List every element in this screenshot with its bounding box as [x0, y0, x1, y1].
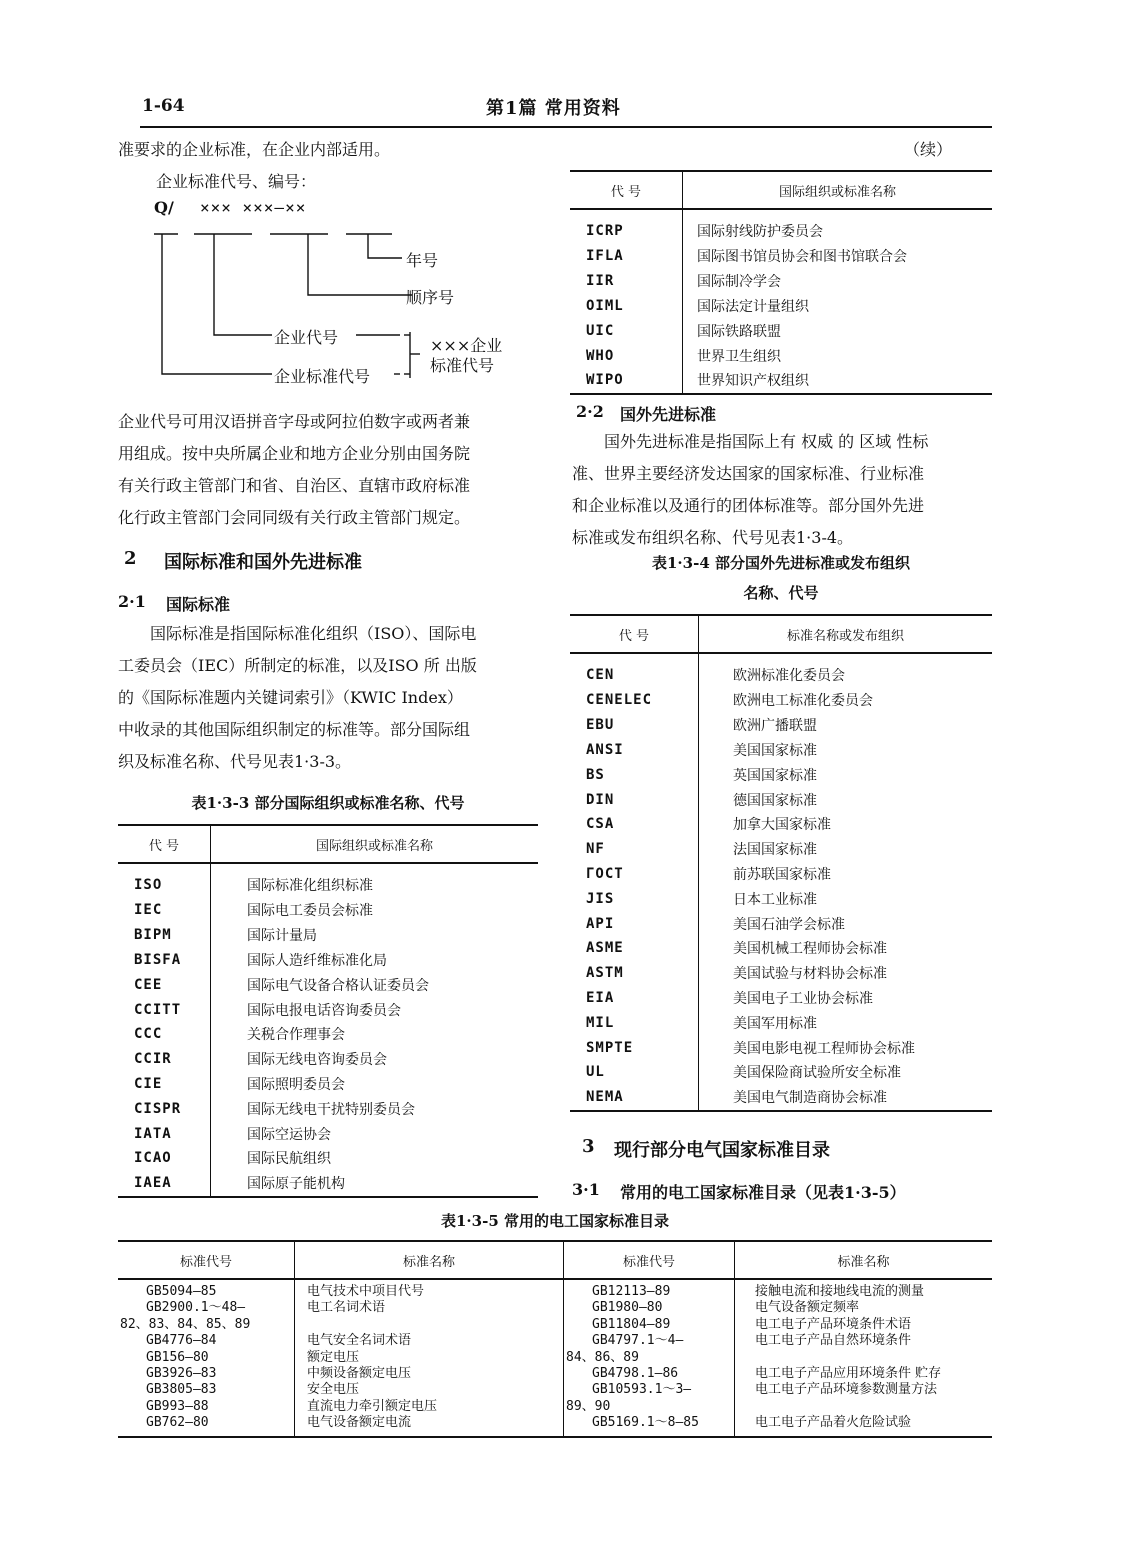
name-cell: 美国军用标准	[733, 1015, 817, 1032]
table-row	[118, 1279, 992, 1436]
code-cell: CSA	[570, 812, 699, 837]
table-row	[570, 961, 992, 986]
paragraph-line: 中收录的其他国际组织制定的标准等。部分国际组	[118, 720, 471, 739]
code-line: 84、86、89	[566, 1349, 639, 1365]
table133-caption: 表1·3-3 部分国际组织或标准名称、代号	[191, 794, 465, 812]
code-line: GB4797.1～4—	[592, 1333, 684, 1349]
paragraph-line: 国外先进标准是指国际上有 权威 的 区域 性标	[604, 432, 929, 451]
name-cell: 美国机械工程师协会标准	[733, 941, 887, 958]
code-cell: IATA	[118, 1121, 211, 1146]
table-row	[570, 1085, 992, 1110]
left-top-line: 准要求的企业标准，在企业内部适用。	[118, 140, 391, 159]
name-cell: 美国电子工业协会标准	[733, 990, 873, 1007]
code-cell: CCC	[118, 1022, 211, 1047]
name-cell: 关税合作理事会	[247, 1027, 345, 1044]
name-cell: 国际计量局	[247, 928, 317, 945]
brace-text-line1: ×××企业	[430, 336, 503, 355]
table-row	[118, 898, 538, 923]
code-cell: UL	[570, 1060, 699, 1085]
name-cell: 国际射线防护委员会	[697, 224, 823, 240]
code-line: GB3805—83	[146, 1382, 217, 1398]
code-cell: EIA	[570, 986, 699, 1011]
code-cell: ASME	[570, 936, 699, 961]
name-line: 安全电压	[307, 1382, 360, 1398]
section22-number: 2·2	[576, 402, 604, 421]
name-cell: 国际无线电咨询委员会	[247, 1052, 387, 1069]
label-company-code: 企业代号	[274, 328, 339, 347]
code-cell: IAEA	[118, 1171, 211, 1196]
table-row	[570, 738, 992, 763]
code-line: GB2900.1～48—	[146, 1300, 246, 1316]
code-line: GB11804—89	[592, 1316, 671, 1332]
code-cell: NF	[570, 837, 699, 862]
code-cell: ANSI	[570, 738, 699, 763]
section31-number: 3·1	[572, 1180, 600, 1199]
table-row	[570, 653, 992, 688]
table133c-header-code: 代 号	[570, 172, 683, 209]
label-company-std-code: 企业标准代号	[274, 367, 371, 386]
table-row	[570, 911, 992, 936]
table135-header-code-right: 标准代号	[564, 1242, 735, 1279]
name-cell: 美国保险商试验所安全标准	[733, 1065, 901, 1082]
section31-heading: 常用的电工国家标准目录（见表1·3-5）	[620, 1183, 906, 1202]
code-line: GB1980—80	[592, 1300, 663, 1316]
table134	[570, 614, 992, 1112]
table135-header-name-left: 标准名称	[295, 1242, 564, 1279]
name-cell: 国际法定计量组织	[697, 298, 809, 315]
code-cell: WHO	[570, 343, 683, 368]
table-row	[570, 936, 992, 961]
table-row	[118, 997, 538, 1022]
name-line	[747, 1350, 988, 1366]
name-cell: 美国电影电视工程师协会标准	[733, 1040, 915, 1057]
code-cell: MIL	[570, 1010, 699, 1035]
name-line: 电工电子产品着火危险试验	[755, 1415, 912, 1431]
table133c-header-name: 国际组织或标准名称	[683, 172, 993, 209]
code-cell: IFLA	[570, 244, 683, 269]
left-names-cell	[295, 1279, 564, 1436]
paragraph-line: 国际标准是指国际标准化组织（ISO）、国际电	[150, 624, 477, 643]
paragraph-line: 用组成。按中央所属企业和地方企业分别由国务院	[118, 444, 471, 463]
table-row	[570, 862, 992, 887]
name-cell: 美国石油学会标准	[733, 916, 845, 933]
name-line	[747, 1399, 988, 1415]
label-year: 年号	[406, 251, 439, 270]
code-cell: CIE	[118, 1072, 211, 1097]
international-std-paragraph	[118, 618, 544, 778]
name-line: 额定电压	[307, 1349, 360, 1365]
code-cell: ICAO	[118, 1146, 211, 1171]
name-line: 接触电流和接地线电流的测量	[755, 1284, 925, 1299]
code-line: GB12113—89	[592, 1284, 671, 1299]
table-row	[570, 368, 992, 393]
code-line: 82、83、84、85、89	[120, 1316, 251, 1332]
table-row	[570, 209, 992, 244]
code-prefix: Q/	[154, 198, 174, 217]
table135-header-name-right: 标准名称	[735, 1242, 993, 1279]
code-cell: IEC	[118, 898, 211, 923]
table-row	[118, 863, 538, 898]
table-row	[118, 1146, 538, 1171]
name-line: 电工电子产品自然环境条件	[755, 1333, 912, 1349]
table-row	[570, 244, 992, 269]
right-codes-cell	[564, 1279, 735, 1436]
code-cell: CEE	[118, 972, 211, 997]
name-cell: 美国试验与材料协会标准	[733, 966, 887, 983]
name-cell: 加拿大国家标准	[733, 817, 831, 834]
paragraph-line: 的《国际标准题内关键词索引》（KWIC Index）	[118, 688, 463, 707]
code-cell: ASTM	[570, 961, 699, 986]
brace-text	[430, 336, 502, 376]
table-row	[570, 762, 992, 787]
paragraph-line: 工委员会（IEC）所制定的标准，以及ISO 所 出版	[118, 656, 477, 675]
table133-header-name: 国际组织或标准名称	[211, 826, 539, 863]
table-row	[570, 318, 992, 343]
code-cell: ГОСТ	[570, 862, 699, 887]
table134-caption-line2: 名称、代号	[743, 584, 819, 602]
section21-heading: 国际标准	[166, 595, 231, 614]
name-cell: 国际原子能机构	[247, 1176, 345, 1193]
section2-number: 2	[124, 548, 137, 569]
code-cell: SMPTE	[570, 1035, 699, 1060]
code-cell: BISFA	[118, 948, 211, 973]
foreign-std-paragraph	[572, 426, 996, 554]
table-row	[570, 1035, 992, 1060]
code-cell: BS	[570, 762, 699, 787]
code-line: GB993—88	[146, 1398, 209, 1414]
table-row	[118, 1047, 538, 1072]
name-cell: 国际民航组织	[247, 1151, 331, 1168]
code-structure-diagram	[148, 196, 548, 396]
code-cell: CEN	[570, 653, 699, 688]
table-row	[570, 1010, 992, 1035]
label-sequence: 顺序号	[406, 288, 455, 307]
name-cell: 国际标准化组织标准	[247, 878, 373, 894]
section3-number: 3	[582, 1136, 595, 1157]
table-row	[118, 923, 538, 948]
table133-header-code: 代 号	[118, 826, 211, 863]
name-cell: 英国国家标准	[733, 767, 817, 784]
name-line: 电工电子产品环境参数测量方法	[755, 1382, 938, 1398]
table-row	[570, 812, 992, 837]
company-code-paragraph	[118, 406, 544, 534]
table133-continued	[570, 170, 992, 395]
paragraph-line: 和企业标准以及通行的团体标准等。部分国外先进	[572, 496, 925, 515]
section22-heading: 国外先进标准	[620, 405, 717, 424]
name-cell: 美国国家标准	[733, 742, 817, 759]
paragraph-line: 标准或发布组织名称、代号见表1·3-4。	[572, 528, 854, 547]
name-cell: 国际制冷学会	[697, 274, 781, 291]
table135-caption: 表1·3-5 常用的电工国家标准目录	[441, 1212, 669, 1230]
name-cell: 美国电气制造商协会标准	[733, 1090, 887, 1107]
name-cell: 国际人造纤维标准化局	[247, 952, 387, 969]
code-cell: CCITT	[118, 997, 211, 1022]
name-cell: 欧洲广播联盟	[733, 718, 817, 735]
code-cell: ISO	[118, 863, 211, 898]
name-cell: 世界卫生组织	[697, 348, 781, 365]
code-cell: UIC	[570, 318, 683, 343]
name-cell: 国际电气设备合格认证委员会	[247, 977, 429, 994]
name-cell: 国际电报电话咨询委员会	[247, 1002, 401, 1019]
code-cell: CISPR	[118, 1096, 211, 1121]
table-row	[570, 269, 992, 294]
code-cell: ICRP	[570, 209, 683, 244]
table-row	[118, 1096, 538, 1121]
code-line: GB156—80	[146, 1349, 209, 1365]
name-cell: 德国国家标准	[733, 792, 817, 809]
section2-heading: 国际标准和国外先进标准	[164, 552, 362, 573]
table-row	[570, 787, 992, 812]
code-line: GB3926—83	[146, 1366, 217, 1382]
name-line	[307, 1317, 559, 1333]
table-row	[570, 343, 992, 368]
name-line: 中频设备额定电压	[307, 1366, 412, 1382]
table133	[118, 824, 538, 1198]
name-cell: 世界知识产权组织	[697, 373, 809, 390]
code-line: GB10593.1～3—	[592, 1382, 692, 1398]
code-line: GB4776—84	[146, 1333, 217, 1349]
table-row	[570, 986, 992, 1011]
brace-text-line2: 标准代号	[430, 356, 495, 375]
name-line: 直流电力牵引额定电压	[307, 1398, 438, 1414]
table135-header-code-left: 标准代号	[118, 1242, 295, 1279]
code-cell: OIML	[570, 294, 683, 319]
name-line: 电气设备额定频率	[755, 1300, 860, 1316]
paragraph-line: 企业代号可用汉语拼音字母或阿拉伯数字或两者兼	[118, 412, 471, 431]
right-names-cell	[735, 1279, 993, 1436]
name-line: 电工名词术语	[307, 1300, 386, 1316]
name-line: 电工电子产品应用环境条件 贮存	[755, 1366, 942, 1382]
code-cell: API	[570, 911, 699, 936]
code-cell: IIR	[570, 269, 683, 294]
page-title: 第1篇 常用资料	[486, 98, 621, 119]
code-cell: NEMA	[570, 1085, 699, 1110]
table-row	[570, 837, 992, 862]
name-cell: 前苏联国家标准	[733, 866, 831, 883]
code-line: GB5169.1～8—85	[592, 1415, 699, 1431]
name-cell: 国际图书馆员协会和图书馆联合会	[697, 249, 907, 266]
name-line: 电气技术中项目代号	[307, 1284, 425, 1299]
code-cell: BIPM	[118, 923, 211, 948]
code-cell: CCIR	[118, 1047, 211, 1072]
paragraph-line: 化行政主管部门会同同级有关行政主管部门规定。	[118, 508, 471, 527]
name-cell: 国际铁路联盟	[697, 323, 781, 340]
table-row	[570, 713, 992, 738]
code-line: GB5094—85	[146, 1284, 217, 1299]
paragraph-line: 有关行政主管部门和省、自治区、直辖市政府标准	[118, 476, 471, 495]
code-heading: 企业标准代号、编号：	[156, 172, 317, 191]
table-row	[118, 972, 538, 997]
table134-caption-line1: 表1·3-4 部分国外先进标准或发布组织	[652, 554, 910, 572]
table134-header-code: 代 号	[570, 616, 699, 653]
table-row	[118, 948, 538, 973]
name-cell: 国际空运协会	[247, 1126, 331, 1143]
table-row	[118, 1171, 538, 1196]
continued-label: （续）	[904, 140, 953, 159]
page-number: 1-64	[142, 96, 185, 116]
code-cell: WIPO	[570, 368, 683, 393]
code-cell: DIN	[570, 787, 699, 812]
name-line: 电气安全名词术语	[307, 1333, 412, 1349]
code-pattern: ××× ×××—××	[200, 198, 307, 217]
table134-header-name: 标准名称或发布组织	[699, 616, 993, 653]
code-cell: CENELEC	[570, 688, 699, 713]
code-line: 89、90	[566, 1398, 611, 1414]
table-row	[118, 1121, 538, 1146]
paragraph-line: 准、世界主要经济发达国家的国家标准、行业标准	[572, 464, 925, 483]
name-cell: 欧洲电工标准化委员会	[733, 693, 873, 710]
table-row	[570, 688, 992, 713]
name-cell: 欧洲标准化委员会	[733, 668, 845, 684]
table-row	[570, 294, 992, 319]
table135	[118, 1240, 992, 1438]
table-row	[570, 1060, 992, 1085]
code-cell: EBU	[570, 713, 699, 738]
section3-heading: 现行部分电气国家标准目录	[614, 1140, 830, 1161]
name-line: 电气设备额定电流	[307, 1415, 412, 1431]
name-line: 电工电子产品环境条件术语	[755, 1316, 912, 1332]
paragraph-line: 织及标准名称、代号见表1·3-3。	[118, 752, 352, 771]
left-codes-cell	[118, 1279, 295, 1436]
code-line: GB762—80	[146, 1415, 209, 1431]
name-cell: 日本工业标准	[733, 891, 817, 908]
code-cell: JIS	[570, 886, 699, 911]
table-row	[118, 1022, 538, 1047]
code-line: GB4798.1—86	[592, 1366, 679, 1382]
name-cell: 国际无线电干扰特别委员会	[247, 1101, 415, 1118]
table-row	[118, 1072, 538, 1097]
name-cell: 国际照明委员会	[247, 1076, 345, 1093]
header-rule	[140, 126, 992, 128]
name-cell: 国际电工委员会标准	[247, 903, 373, 920]
table-row	[570, 886, 992, 911]
section21-number: 2·1	[118, 592, 146, 611]
name-cell: 法国国家标准	[733, 842, 817, 859]
